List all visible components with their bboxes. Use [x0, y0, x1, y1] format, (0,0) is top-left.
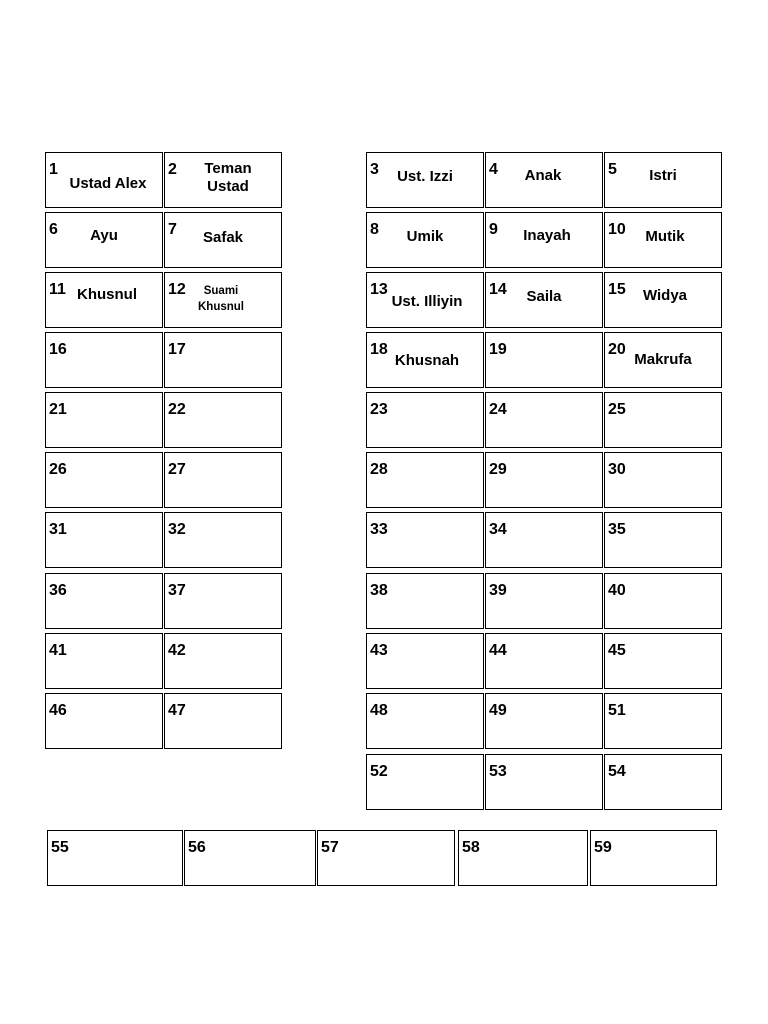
- seat-number: 56: [188, 839, 206, 856]
- seat-occupant-istri: Istri: [649, 167, 677, 184]
- seat-occupant-khusnah: Khusnah: [394, 352, 460, 369]
- seat-55: [47, 830, 183, 886]
- seat-number: 45: [608, 642, 626, 659]
- seat-42: [164, 633, 282, 689]
- seat-number: 36: [49, 582, 67, 599]
- seat-29: [485, 452, 603, 508]
- seat-number: 24: [489, 401, 507, 418]
- seat-occupant-ust-illiyin: Ust. Illiyin: [391, 293, 463, 310]
- seat-number: 44: [489, 642, 507, 659]
- seat-21: [45, 392, 163, 448]
- seat-43: [366, 633, 484, 689]
- seat-26: [45, 452, 163, 508]
- seat-36: [45, 573, 163, 629]
- seat-54: [604, 754, 722, 810]
- seat-number: 48: [370, 702, 388, 719]
- seat-number: 30: [608, 461, 626, 478]
- seat-16: [45, 332, 163, 388]
- seat-58: [458, 830, 588, 886]
- seat-number: 18: [370, 341, 388, 358]
- seat-number: 1: [49, 161, 58, 178]
- seat-56: [184, 830, 316, 886]
- seat-32: [164, 512, 282, 568]
- seat-number: 34: [489, 521, 507, 538]
- seat-39: [485, 573, 603, 629]
- seat-number: 10: [608, 221, 626, 238]
- seat-37: [164, 573, 282, 629]
- seat-occupant-makrufa: Makrufa: [634, 351, 692, 368]
- seat-30: [604, 452, 722, 508]
- seat-number: 20: [608, 341, 626, 358]
- seat-41: [45, 633, 163, 689]
- seat-number: 2: [168, 161, 177, 178]
- seat-occupant-saila: Saila: [526, 288, 562, 305]
- seat-number: 9: [489, 221, 498, 238]
- seat-number: 26: [49, 461, 67, 478]
- seat-number: 53: [489, 763, 507, 780]
- seat-53: [485, 754, 603, 810]
- seat-number: 46: [49, 702, 67, 719]
- seat-number: 57: [321, 839, 339, 856]
- seat-28: [366, 452, 484, 508]
- seat-20: [604, 332, 722, 388]
- seat-number: 29: [489, 461, 507, 478]
- seat-number: 19: [489, 341, 507, 358]
- seat-number: 4: [489, 161, 498, 178]
- seat-15: [604, 272, 722, 328]
- seat-34: [485, 512, 603, 568]
- seat-23: [366, 392, 484, 448]
- seat-number: 22: [168, 401, 186, 418]
- seat-18: [366, 332, 484, 388]
- seat-13: [366, 272, 484, 328]
- seat-2: [164, 152, 282, 208]
- seat-47: [164, 693, 282, 749]
- seat-33: [366, 512, 484, 568]
- seat-number: 17: [168, 341, 186, 358]
- seat-occupant-umik: Umik: [406, 228, 444, 245]
- seat-number: 59: [594, 839, 612, 856]
- seat-6: [45, 212, 163, 268]
- seat-number: 39: [489, 582, 507, 599]
- seat-number: 43: [370, 642, 388, 659]
- seat-19: [485, 332, 603, 388]
- seat-number: 12: [168, 281, 186, 298]
- seat-14: [485, 272, 603, 328]
- seat-48: [366, 693, 484, 749]
- seat-number: 41: [49, 642, 67, 659]
- seat-number: 7: [168, 221, 177, 238]
- seat-17: [164, 332, 282, 388]
- seat-12: [164, 272, 282, 328]
- seat-occupant-ayu: Ayu: [90, 227, 118, 244]
- seat-57: [317, 830, 455, 886]
- seat-38: [366, 573, 484, 629]
- seat-number: 38: [370, 582, 388, 599]
- seat-4: [485, 152, 603, 208]
- seat-number: 42: [168, 642, 186, 659]
- seat-22: [164, 392, 282, 448]
- seat-number: 35: [608, 521, 626, 538]
- seat-occupant-widya: Widya: [642, 287, 688, 304]
- seat-occupant-anak: Anak: [524, 167, 562, 184]
- seat-number: 23: [370, 401, 388, 418]
- seat-number: 3: [370, 161, 379, 178]
- seat-11: [45, 272, 163, 328]
- seat-27: [164, 452, 282, 508]
- seat-number: 51: [608, 702, 626, 719]
- seat-49: [485, 693, 603, 749]
- seat-number: 40: [608, 582, 626, 599]
- seat-occupant-safak: Safak: [202, 229, 244, 246]
- seat-number: 11: [49, 281, 66, 298]
- seat-number: 28: [370, 461, 388, 478]
- seat-number: 49: [489, 702, 507, 719]
- seat-number: 5: [608, 161, 617, 178]
- seat-number: 33: [370, 521, 388, 538]
- seat-occupant-ustad-alex: Ustad Alex: [69, 175, 147, 192]
- seat-number: 31: [49, 521, 67, 538]
- seat-occupant-khusnul: Khusnul: [77, 286, 137, 303]
- seat-number: 21: [49, 401, 67, 418]
- seat-occupant-ust-izzi: Ust. Izzi: [397, 168, 453, 185]
- seat-number: 32: [168, 521, 186, 538]
- seat-44: [485, 633, 603, 689]
- seat-number: 27: [168, 461, 186, 478]
- seat-occupant-inayah: Inayah: [523, 227, 571, 244]
- seat-number: 54: [608, 763, 626, 780]
- seat-number: 6: [49, 221, 58, 238]
- seat-52: [366, 754, 484, 810]
- seat-9: [485, 212, 603, 268]
- seat-number: 25: [608, 401, 626, 418]
- seat-number: 16: [49, 341, 67, 358]
- seat-24: [485, 392, 603, 448]
- seat-number: 13: [370, 281, 388, 298]
- seat-number: 52: [370, 763, 388, 780]
- seat-occupant-mutik: Mutik: [645, 228, 685, 245]
- seat-45: [604, 633, 722, 689]
- seat-number: 37: [168, 582, 186, 599]
- seat-31: [45, 512, 163, 568]
- seat-number: 8: [370, 221, 379, 238]
- seat-10: [604, 212, 722, 268]
- seat-40: [604, 573, 722, 629]
- seat-8: [366, 212, 484, 268]
- seat-51: [604, 693, 722, 749]
- seat-1: [45, 152, 163, 208]
- seat-59: [590, 830, 717, 886]
- seat-number: 47: [168, 702, 186, 719]
- seat-25: [604, 392, 722, 448]
- seat-occupant-suami-khusnul: Suami Khusnul: [198, 285, 244, 313]
- seat-number: 14: [489, 281, 507, 298]
- seat-46: [45, 693, 163, 749]
- seat-3: [366, 152, 484, 208]
- seat-7: [164, 212, 282, 268]
- seat-5: [604, 152, 722, 208]
- seat-number: 58: [462, 839, 480, 856]
- seat-35: [604, 512, 722, 568]
- seat-number: 55: [51, 839, 69, 856]
- seat-occupant-teman-ustad: Teman Ustad: [204, 160, 252, 195]
- seat-number: 15: [608, 281, 626, 298]
